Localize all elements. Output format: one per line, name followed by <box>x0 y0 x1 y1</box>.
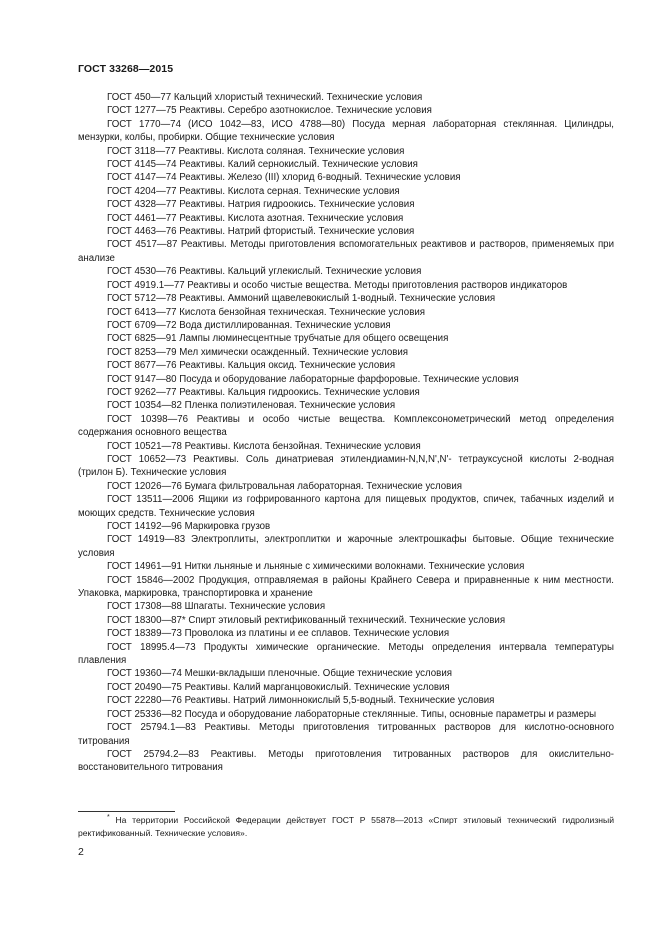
reference-item: ГОСТ 4463—76 Реактивы. Натрий фтористый. Технические условия <box>107 226 415 238</box>
reference-item: ГОСТ 22280—76 Реактивы. Натрий лимоннокислый 5,5-водный. Технические условия <box>107 695 495 707</box>
reference-item: ГОСТ 4919.1—77 Реактивы и особо чистые вещества. Методы приготовления растворов индикаторов <box>107 279 568 291</box>
footnote <box>78 814 614 839</box>
reference-item: ГОСТ 3118—77 Реактивы. Кислота соляная. Технические условия <box>107 145 405 157</box>
reference-item: ГОСТ 4145—74 Реактивы. Калий сернокислый. Технические условия <box>107 159 418 171</box>
reference-item: ГОСТ 6413—77 Кислота бензойная техническая. Технические условия <box>107 306 425 318</box>
reference-item: ГОСТ 10652—73 Реактивы. Соль динатриевая этилендиамин-N,N,N',N'- тетрауксусной кислоты 2-водная (трилон Б). Технические условия <box>78 453 614 479</box>
reference-item: ГОСТ 5712—78 Реактивы. Аммоний щавелевокислый 1-водный. Технические условия <box>107 293 496 305</box>
reference-item: ГОСТ 12026—76 Бумага фильтровальная лабораторная. Технические условия <box>107 480 462 492</box>
reference-item: ГОСТ 9147—80 Посуда и оборудование лабораторные фарфоровые. Технические условия <box>107 373 519 385</box>
reference-item: ГОСТ 25794.2—83 Реактивы. Методы приготовления титрованных растворов для окислительно-восстановительного титрования <box>78 748 614 774</box>
reference-item: ГОСТ 18995.4—73 Продукты химические органические. Методы определения интервала температуры плавления <box>78 641 614 667</box>
reference-item: ГОСТ 8253—79 Мел химически осажденный. Технические условия <box>107 346 409 358</box>
reference-item: ГОСТ 18300—87* Спирт этиловый ректификованный технический. Технические условия <box>107 614 506 626</box>
footnote-separator <box>78 811 175 812</box>
page-number: 2 <box>78 846 84 858</box>
reference-item: ГОСТ 4530—76 Реактивы. Кальций углекислый. Технические условия <box>107 266 422 278</box>
reference-item: ГОСТ 14919—83 Электроплиты, электроплитки и жарочные электрошкафы бытовые. Общие технические условия <box>78 534 614 559</box>
document-header: ГОСТ 33268—2015 <box>78 63 174 75</box>
reference-item: ГОСТ 14192—96 Маркировка грузов <box>107 521 271 532</box>
reference-item: ГОСТ 8677—76 Реактивы. Кальция оксид. Технические условия <box>107 360 396 372</box>
reference-item: ГОСТ 19360—74 Мешки-вкладыши пленочные. Общие технические условия <box>107 668 452 680</box>
reference-item: ГОСТ 4328—77 Реактивы. Натрия гидроокись. Технические условия <box>107 199 415 211</box>
footnote-marker: * <box>107 814 110 822</box>
reference-item: ГОСТ 6709—72 Вода дистиллированная. Технические условия <box>107 319 391 331</box>
reference-item: ГОСТ 18389—73 Проволока из платины и ее сплавов. Технические условия <box>107 628 450 640</box>
reference-item: ГОСТ 25336—82 Посуда и оборудование лабораторные стеклянные. Типы, основные параметры и размеры <box>107 708 597 720</box>
normative-references-list <box>78 91 614 775</box>
reference-item: ГОСТ 450—77 Кальций хлористый технический. Технические условия <box>107 92 423 103</box>
reference-item: ГОСТ 6825—91 Лампы люминесцентные трубчатые для общего освещения <box>107 333 449 345</box>
reference-item: ГОСТ 10398—76 Реактивы и особо чистые вещества. Комплексонометрический метод определения содержания основного вещества <box>78 413 614 439</box>
reference-item: ГОСТ 17308—88 Шпагаты. Технические условия <box>107 601 326 613</box>
reference-item: ГОСТ 14961—91 Нитки льняные и льняные с химическими волокнами. Технические условия <box>107 561 525 573</box>
reference-item: ГОСТ 9262—77 Реактивы. Кальция гидроокись. Технические условия <box>107 386 420 398</box>
reference-item: ГОСТ 10354—82 Пленка полиэтиленовая. Технические условия <box>107 400 396 412</box>
reference-item: ГОСТ 1277—75 Реактивы. Серебро азотнокислое. Технические условия <box>107 105 432 117</box>
reference-item: ГОСТ 25794.1—83 Реактивы. Методы приготовления титрованных растворов для кислотно-основного титрования <box>78 722 614 747</box>
reference-item: ГОСТ 4147—74 Реактивы. Железо (III) хлорид 6-водный. Технические условия <box>107 172 461 184</box>
footnote-text: На территории Российской Федерации действует ГОСТ Р 55878—2013 «Спирт этиловый технический гидролизный ректификованный. Технические условия». <box>78 815 614 838</box>
reference-item: ГОСТ 4204—77 Реактивы. Кислота серная. Технические условия <box>107 185 400 197</box>
reference-item: ГОСТ 15846—2002 Продукция, отправляемая в районы Крайнего Севера и приравненные к ним местности. Упаковка, маркировка, транспортировка и хранение <box>78 574 614 600</box>
reference-item: ГОСТ 4461—77 Реактивы. Кислота азотная. Технические условия <box>107 212 404 224</box>
reference-item: ГОСТ 10521—78 Реактивы. Кислота бензойная. Технические условия <box>107 440 421 452</box>
reference-item: ГОСТ 4517—87 Реактивы. Методы приготовления вспомогательных реактивов и растворов, применяемых при анализе <box>78 239 614 264</box>
reference-item: ГОСТ 13511—2006 Ящики из гофрированного картона для пищевых продуктов, спичек, табачных изделий и моющих средств. Технические условия <box>78 494 614 519</box>
reference-item: ГОСТ 20490—75 Реактивы. Калий марганцовокислый. Технические условия <box>107 681 450 693</box>
reference-item: ГОСТ 1770—74 (ИСО 1042—83, ИСО 4788—80) Посуда мерная лабораторная стеклянная. Цилиндры, мензурки, колбы, пробирки. Общие технические условия <box>78 118 614 144</box>
